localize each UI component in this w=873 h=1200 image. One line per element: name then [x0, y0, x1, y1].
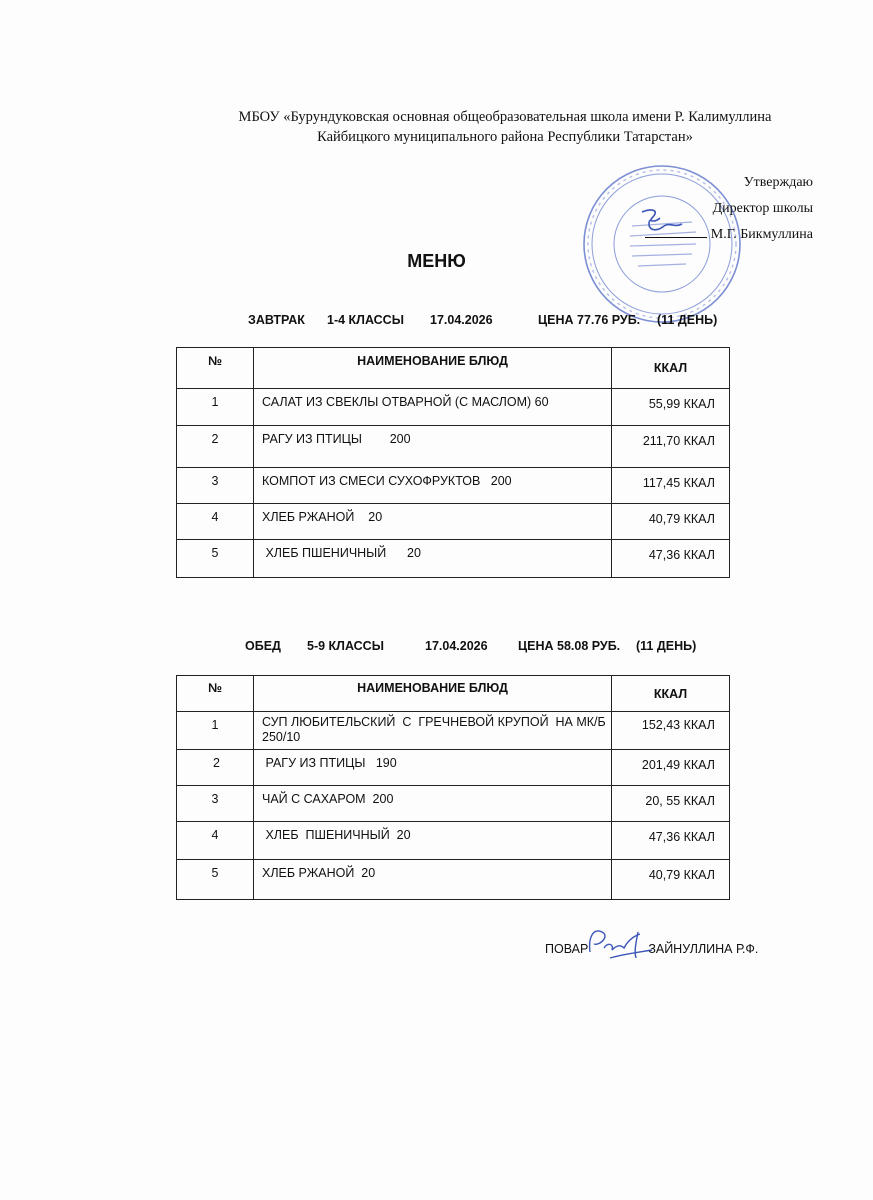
cook-signature-line — [545, 942, 758, 956]
director-name: М.Г. Бикмуллина — [710, 227, 813, 242]
column-header-kcal: ККАЛ — [612, 348, 730, 389]
row-number: 1 — [177, 712, 254, 750]
lunch-date: 17.04.2026 — [425, 639, 488, 653]
column-header-dish: НАИМЕНОВАНИЕ БЛЮД — [254, 676, 612, 712]
row-number: 5 — [177, 860, 254, 900]
table-row — [177, 786, 730, 822]
table-row — [177, 504, 730, 540]
organization-line-2: Кайбицкого муниципального района Республики Татарстан» — [317, 129, 693, 145]
table-row — [177, 822, 730, 860]
table-row — [177, 540, 730, 578]
row-number: 5 — [177, 540, 254, 578]
dish-name: ХЛЕБ ПШЕНИЧНЫЙ 20 — [254, 822, 612, 860]
lunch-price: ЦЕНА 58.08 РУБ. — [518, 639, 621, 653]
row-number: 2 — [177, 426, 254, 468]
director-signature-line — [645, 222, 813, 248]
table-header-row — [177, 348, 730, 389]
approve-label: Утверждаю — [743, 175, 813, 190]
breakfast-heading — [0, 313, 873, 331]
table-row — [177, 426, 730, 468]
dish-kcal: 20, 55 ККАЛ — [612, 786, 730, 822]
table-row — [177, 712, 730, 750]
dish-name: ХЛЕБ РЖАНОЙ 20 — [254, 860, 612, 900]
row-number: 4 — [177, 822, 254, 860]
dish-name: ХЛЕБ РЖАНОЙ 20 — [254, 504, 612, 540]
breakfast-price: ЦЕНА 77.76 РУБ. — [538, 313, 641, 327]
column-header-dish: НАИМЕНОВАНИЕ БЛЮД — [254, 348, 612, 389]
row-number: 3 — [177, 786, 254, 822]
breakfast-date: 17.04.2026 — [430, 313, 493, 327]
dish-kcal: 47,36 ККАЛ — [612, 540, 730, 578]
table-row — [177, 860, 730, 900]
dish-name: ХЛЕБ ПШЕНИЧНЫЙ 20 — [254, 540, 612, 578]
breakfast-meal: ЗАВТРАК — [248, 313, 305, 327]
lunch-table — [176, 675, 730, 900]
column-header-kcal: ККАЛ — [612, 676, 730, 712]
row-number: 4 — [177, 504, 254, 540]
column-header-number: № — [177, 348, 254, 389]
dish-name: СУП ЛЮБИТЕЛЬСКИЙ С ГРЕЧНЕВОЙ КРУПОЙ НА МК/Б 250/10 — [254, 712, 612, 750]
dish-kcal: 201,49 ККАЛ — [612, 750, 730, 786]
table-row — [177, 750, 730, 786]
dish-name: ЧАЙ С САХАРОМ 200 — [254, 786, 612, 822]
table-row — [177, 389, 730, 426]
row-number: 3 — [177, 468, 254, 504]
table-header-row — [177, 676, 730, 712]
organization-header — [180, 107, 830, 147]
dish-name: КОМПОТ ИЗ СМЕСИ СУХОФРУКТОВ 200 — [254, 468, 612, 504]
dish-kcal: 40,79 ККАЛ — [612, 860, 730, 900]
dish-kcal: 40,79 ККАЛ — [612, 504, 730, 540]
dish-kcal: 55,99 ККАЛ — [612, 389, 730, 426]
table-row — [177, 468, 730, 504]
lunch-day: (11 ДЕНЬ) — [636, 639, 697, 653]
approval-block — [645, 170, 813, 248]
lunch-meal: ОБЕД — [245, 639, 281, 653]
organization-line-1: МБОУ «Бурундуковская основная общеобразовательная школа имени Р. Калимуллина — [238, 109, 772, 125]
dish-kcal: 152,43 ККАЛ — [612, 712, 730, 750]
lunch-classes: 5-9 КЛАССЫ — [307, 639, 384, 653]
breakfast-day: (11 ДЕНЬ) — [657, 313, 718, 327]
page-title: МЕНЮ — [407, 251, 466, 271]
breakfast-classes: 1-4 КЛАССЫ — [327, 313, 404, 327]
row-number: 1 — [177, 389, 254, 426]
cook-name: ЗАЙНУЛЛИНА Р.Ф. — [648, 942, 759, 956]
row-number: 2 — [177, 750, 254, 786]
dish-kcal: 47,36 ККАЛ — [612, 822, 730, 860]
dish-name: РАГУ ИЗ ПТИЦЫ 190 — [254, 750, 612, 786]
dish-name: САЛАТ ИЗ СВЕКЛЫ ОТВАРНОЙ (С МАСЛОМ) 60 — [254, 389, 612, 426]
breakfast-table — [176, 347, 730, 578]
dish-name: РАГУ ИЗ ПТИЦЫ 200 — [254, 426, 612, 468]
cook-label: ПОВАР — [545, 942, 589, 956]
dish-kcal: 117,45 ККАЛ — [612, 468, 730, 504]
column-header-number: № — [177, 676, 254, 712]
director-position: Директор школы — [712, 201, 813, 216]
dish-kcal: 211,70 ККАЛ — [612, 426, 730, 468]
lunch-heading — [0, 639, 873, 657]
